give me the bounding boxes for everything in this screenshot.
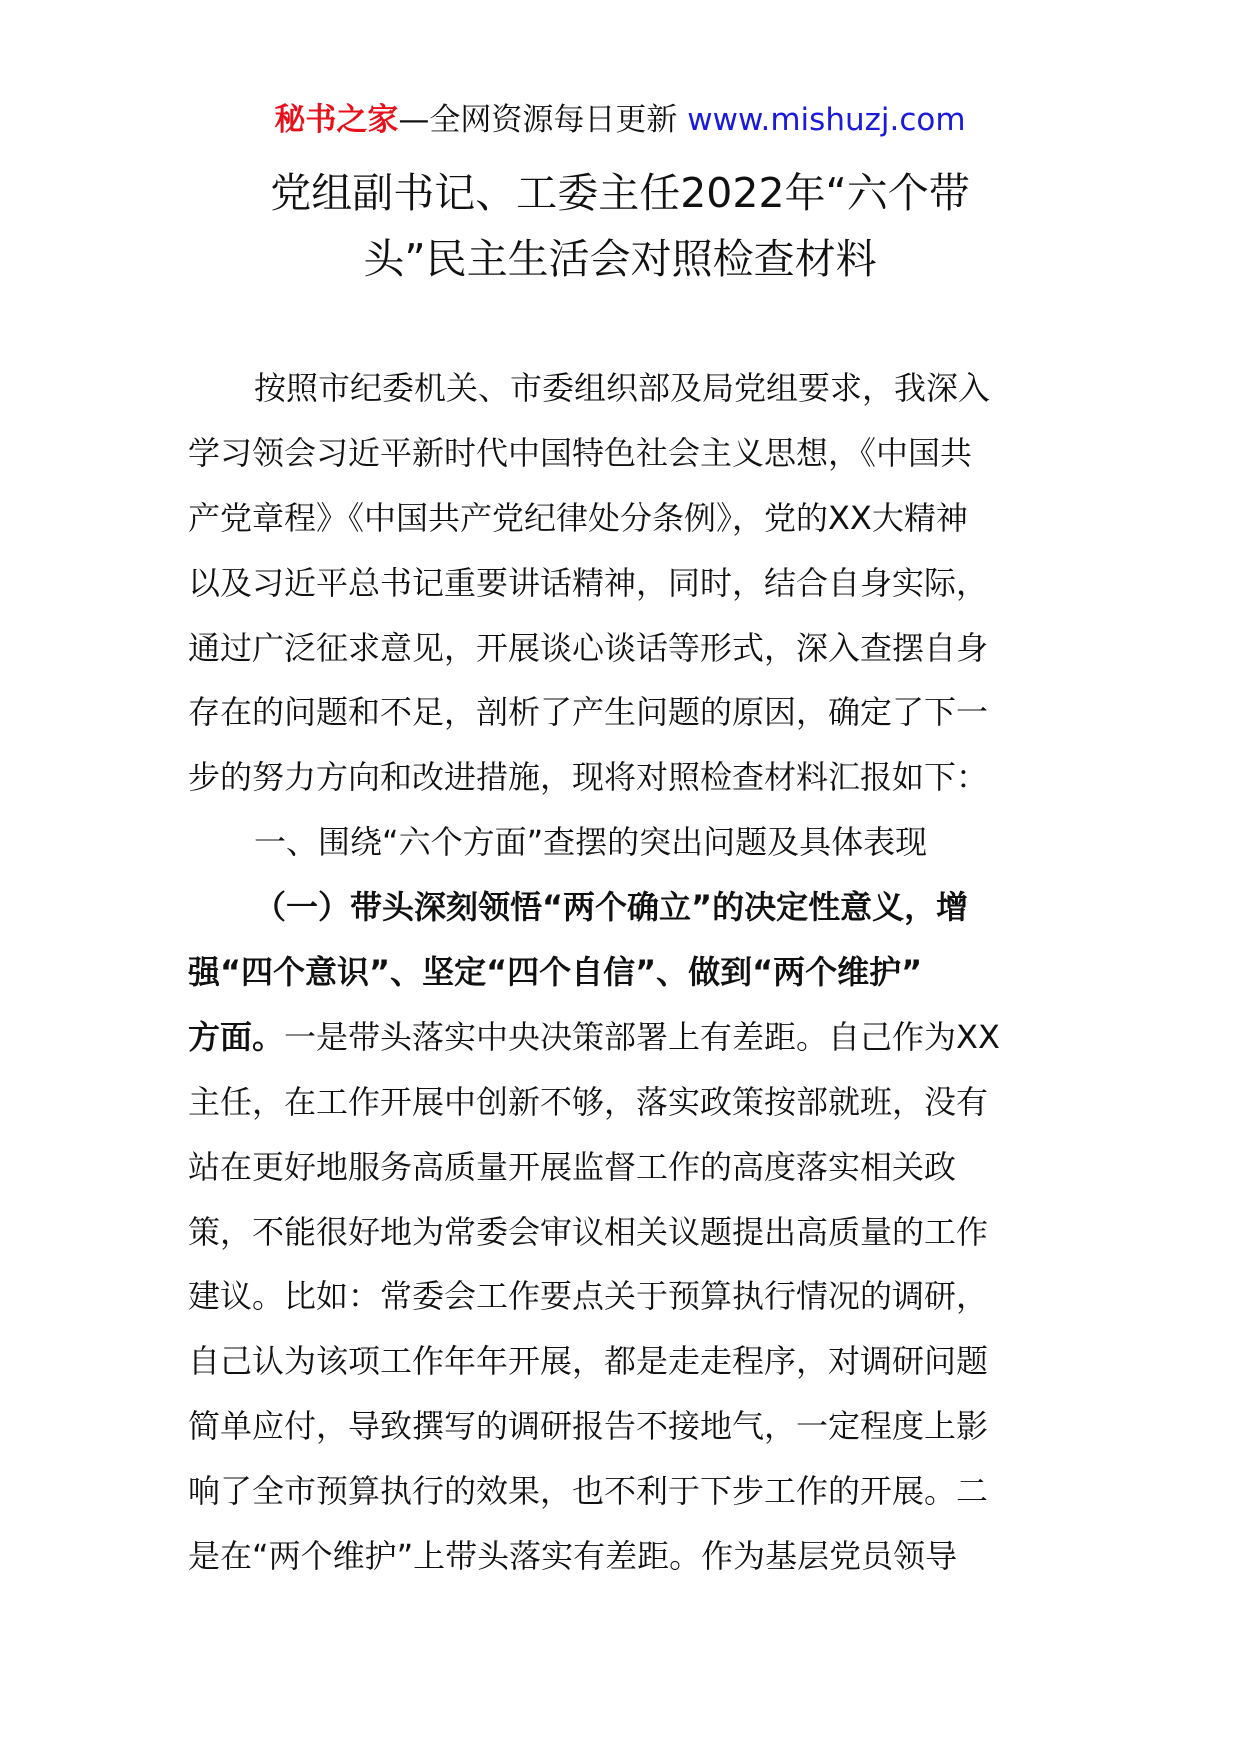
site-url-link[interactable]: www.mishuzj.com	[687, 102, 966, 138]
paragraph-line: 按照市纪委机关、市委组织部及局党组要求，我深入	[254, 369, 991, 407]
paragraph-line: 简单应付，导致撰写的调研报告不接地气，一定程度上影	[188, 1407, 989, 1446]
paragraph-line: 响了全市预算执行的效果，也不利于下步工作的开展。二	[188, 1472, 989, 1511]
header-tagline: —全网资源每日更新	[398, 102, 688, 138]
paragraph-text: 一是带头落实中央决策部署上有差距。自己作为XX	[284, 1017, 1000, 1056]
document-title	[150, 160, 1090, 292]
paragraph-line: 站在更好地服务高质量开展监督工作的高度落实相关政	[188, 1147, 957, 1186]
subsection-heading-line: 强“四个意识”、坚定“四个自信”、做到“两个维护”	[188, 953, 923, 992]
title-line-2: 头”民主生活会对照检查材料	[363, 235, 877, 283]
document-body	[188, 356, 1056, 1589]
paragraph-line: 产党章程》《中国共产党纪律处分条例》，党的XX大精神	[188, 498, 968, 537]
paragraph-line: 通过广泛征求意见，开展谈心谈话等形式，深入查摆自身	[188, 628, 989, 667]
subsection-heading-line: （一）带头深刻领悟“两个确立”的决定性意义，增	[254, 888, 969, 927]
paragraph-line: 步的努力方向和改进措施，现将对照检查材料汇报如下：	[188, 758, 989, 797]
paragraph-line: 以及习近平总书记重要讲话精神，同时，结合自身实际，	[188, 563, 989, 602]
subsection-heading-end: 方面。	[188, 1017, 285, 1056]
section-heading: 一、围绕“六个方面”查摆的突出问题及具体表现	[254, 823, 928, 862]
paragraph-line: 策，不能很好地为常委会审议相关议题提出高质量的工作	[188, 1212, 989, 1251]
paragraph-line: 建议。比如：常委会工作要点关于预算执行情况的调研，	[188, 1277, 989, 1316]
brand-name: 秘书之家	[274, 102, 399, 138]
title-line-1: 党组副书记、工委主任2022年“六个带	[270, 169, 970, 217]
paragraph-line: 主任，在工作开展中创新不够，落实政策按部就班，没有	[188, 1082, 989, 1121]
site-header	[0, 100, 1240, 140]
paragraph-line	[188, 1005, 1056, 1070]
paragraph-line: 存在的问题和不足，剖析了产生问题的原因，确定了下一	[188, 693, 989, 732]
paragraph-line: 学习领会习近平新时代中国特色社会主义思想，《中国共	[188, 433, 973, 472]
paragraph-line: 自己认为该项工作年年开展，都是走走程序，对调研问题	[188, 1342, 989, 1381]
paragraph-line: 是在“两个维护”上带头落实有差距。作为基层党员领导	[188, 1537, 958, 1576]
